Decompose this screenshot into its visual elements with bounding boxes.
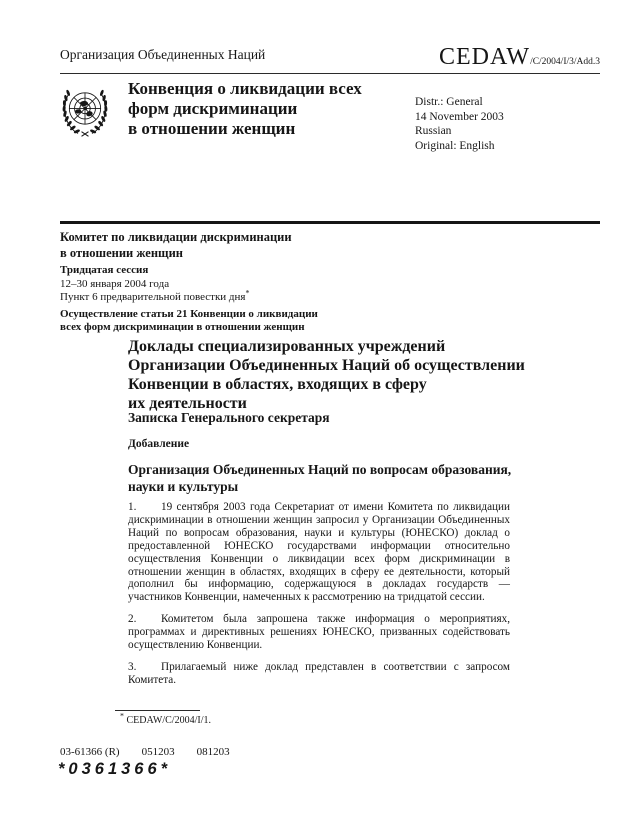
footnote-text: CEDAW/C/2004/I/1. — [124, 715, 211, 726]
paragraph-number: 3. — [128, 660, 137, 673]
committee-block — [60, 230, 318, 335]
convention-title-line: форм дискриминации — [128, 99, 298, 118]
committee-name-line1: Комитет по ликвидации дискриминации — [60, 230, 292, 244]
agency-heading — [128, 461, 511, 495]
document-title-line: Доклады специализированных учреждений — [128, 338, 446, 355]
document-subtitle: Записка Генерального секретаря — [128, 410, 330, 425]
paragraph-3 — [128, 661, 510, 687]
document-title-line: Конвенции в областях, входящих в сферу — [128, 376, 427, 393]
document-number: 03-61366 (R) — [60, 746, 120, 758]
committee-name-line2: в отношении женщин — [60, 245, 183, 260]
agenda-item-title-line1: Осуществление статьи 21 Конвенции о ликвидации — [60, 307, 318, 320]
org-name: Организация Объединенных Наций — [60, 47, 266, 62]
session-dates: 12–30 января 2004 года — [60, 277, 170, 290]
un-emblem-icon — [56, 83, 114, 141]
document-title-line: их деятельности — [128, 395, 247, 412]
distr-line: Russian — [415, 125, 452, 137]
footnote-rule — [115, 710, 200, 711]
header-rule — [60, 73, 600, 74]
distr-line: Original: English — [415, 139, 495, 152]
convention-title — [128, 79, 362, 139]
distr-line: 14 November 2003 — [415, 110, 504, 123]
doc-symbol-main: CEDAW — [439, 44, 531, 70]
doc-symbol — [439, 44, 600, 71]
paragraph-text: Прилагаемый ниже доклад представлен в соответствии с запросом Комитета. — [128, 660, 510, 686]
distribution-block — [415, 95, 504, 153]
agenda-item-text: Пункт 6 предварительной повестки дня — [60, 291, 246, 303]
convention-title-line: в отношении женщин — [128, 119, 296, 138]
footer-codes — [60, 746, 230, 758]
paragraph-number: 1. — [128, 501, 137, 513]
date-code-1: 051203 — [141, 746, 175, 758]
doc-symbol-suffix: /C/2004/I/3/Add.3 — [530, 57, 600, 67]
footnote — [120, 711, 211, 726]
body-paragraphs — [128, 501, 510, 696]
footnote-marker: * — [120, 711, 124, 721]
section-rule — [60, 221, 600, 224]
session-title: Тридцатая сессия — [60, 264, 149, 276]
paragraph-2 — [128, 613, 510, 652]
agency-heading-line: науки и культуры — [128, 479, 239, 494]
document-title — [128, 337, 525, 413]
agenda-item-title-line2: всех форм дискриминации в отношении женщин — [60, 321, 305, 333]
agency-heading-line: Организация Объединенных Наций по вопросам образования, — [128, 462, 512, 477]
paragraph-text: 19 сентября 2003 года Секретариат от имени Комитета по ликвидации дискриминации в отношении женщин запросил у Организации Объединенных Наций по вопросам образования, науки и культуры (ЮНЕСКО) доклад о предоставленной ЮНЕСКО государствами информации относительно осуществления Конвенции о ликвидации всех форм дискриминации в отношении женщин в областях, входящих в сферу ее деятельности, который дополнил бы информацию, содержащуюся в докладах государств — участников Конвенции, намеченных к рассмотрению на тридцатой сессии. — [128, 501, 510, 604]
document-title-line: Организации Объединенных Наций об осуществлении — [128, 357, 525, 374]
paragraph-1 — [128, 501, 510, 604]
barcode-text: *0361366* — [58, 760, 172, 778]
paragraph-text: Комитетом была запрошена также информация о мероприятиях, программах и директивных решениях ЮНЕСКО, призванных содействовать осуществлению Конвенции. — [128, 613, 510, 652]
convention-title-line: Конвенция о ликвидации всех — [128, 79, 362, 98]
date-code-2: 081203 — [196, 746, 230, 758]
distr-line: Distr.: General — [415, 96, 483, 108]
agenda-item — [60, 288, 318, 305]
addendum-label: Добавление — [128, 438, 190, 450]
paragraph-number: 2. — [128, 613, 137, 626]
footnote-marker: * — [245, 288, 250, 298]
